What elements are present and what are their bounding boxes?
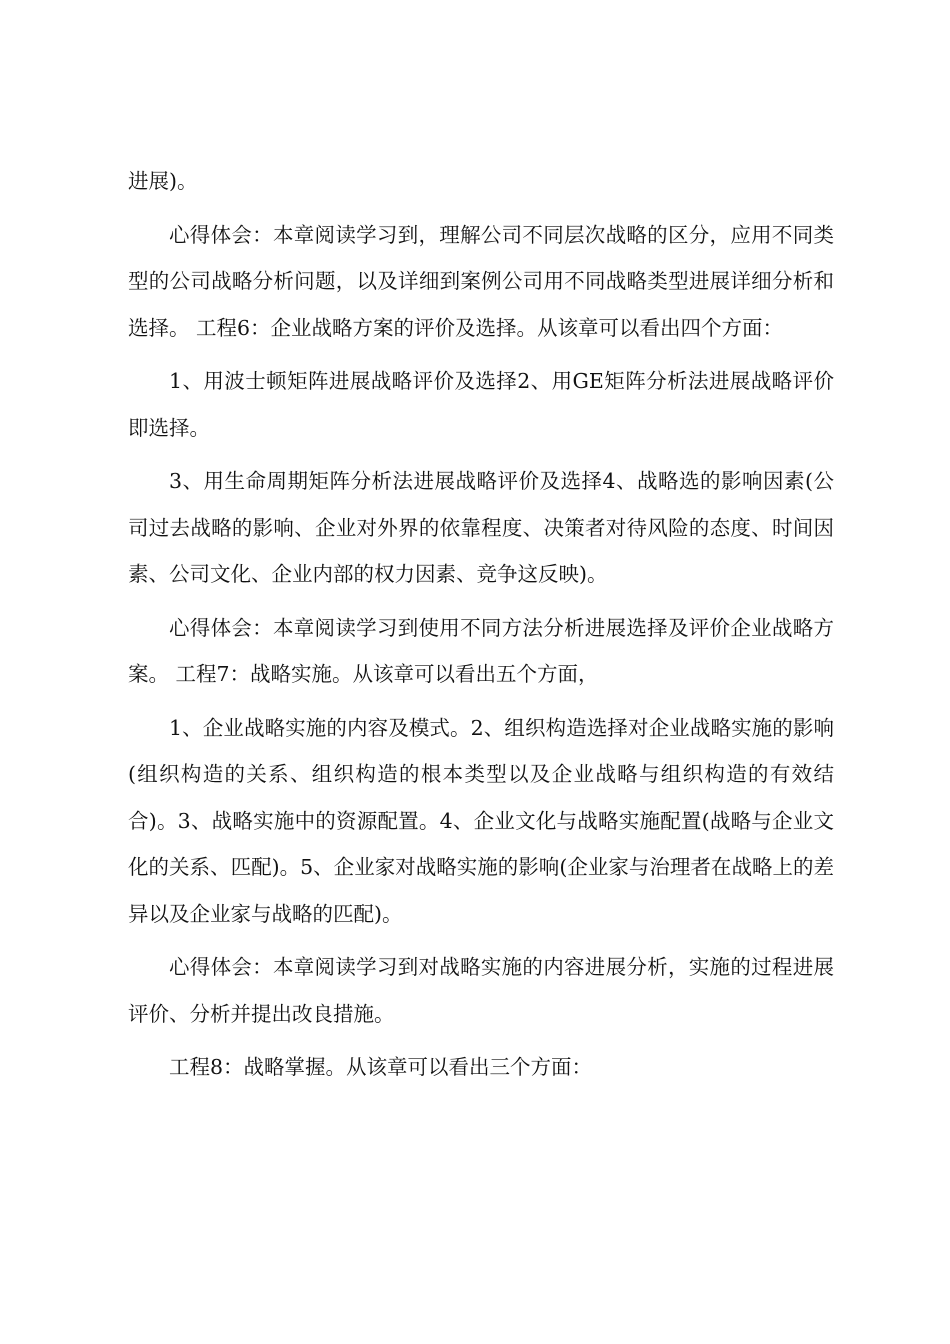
paragraph-reflection-ch6: 心得体会：本章阅读学习到使用不同方法分析进展选择及评价企业战略方案。 工程7：战略实施。从该章可以看出五个方面， <box>128 615 834 686</box>
paragraph-ch7-items: 1、企业战略实施的内容及模式。2、组织构造选择对企业战略实施的影响(组织构造的关系、组织构造的根本类型以及企业战略与组织构造的有效结合)。3、战略实施中的资源配置。4、企业文化与战略实施配置(战略与企业文化的关系、匹配)。5、企业家对战略实施的影响(企业家与治理者在战略上的差异以及企业家与战略的匹配)。 <box>128 715 834 926</box>
paragraph-ch8-heading: 工程8：战略掌握。从该章可以看出三个方面： <box>169 1055 593 1079</box>
paragraph-reflection-ch5: 心得体会：本章阅读学习到，理解公司不同层次战略的区分，应用不同类型的公司战略分析问题，以及详细到案例公司用不同战略类型进展详细分析和选择。 工程6：企业战略方案的评价及选择。从该章可以看出四个方面： <box>128 222 834 340</box>
paragraph-ch6-items-3-4: 3、用生命周期矩阵分析法进展战略评价及选择4、战略选的影响因素(公司过去战略的影响、企业对外界的依靠程度、决策者对待风险的态度、时间因素、公司文化、企业内部的权力因素、竞争这反映)。 <box>128 469 834 586</box>
paragraph-reflection-ch7: 心得体会：本章阅读学习到对战略实施的内容进展分析，实施的过程进展评价、分析并提出改良措施。 <box>128 955 834 1026</box>
paragraph-ch6-items-1-2: 1、用波士顿矩阵进展战略评价及选择2、用GE矩阵分析法进展战略评价即选择。 <box>128 369 834 440</box>
document-body <box>128 158 834 1098</box>
paragraph-continuation: 进展)。 <box>128 169 198 193</box>
